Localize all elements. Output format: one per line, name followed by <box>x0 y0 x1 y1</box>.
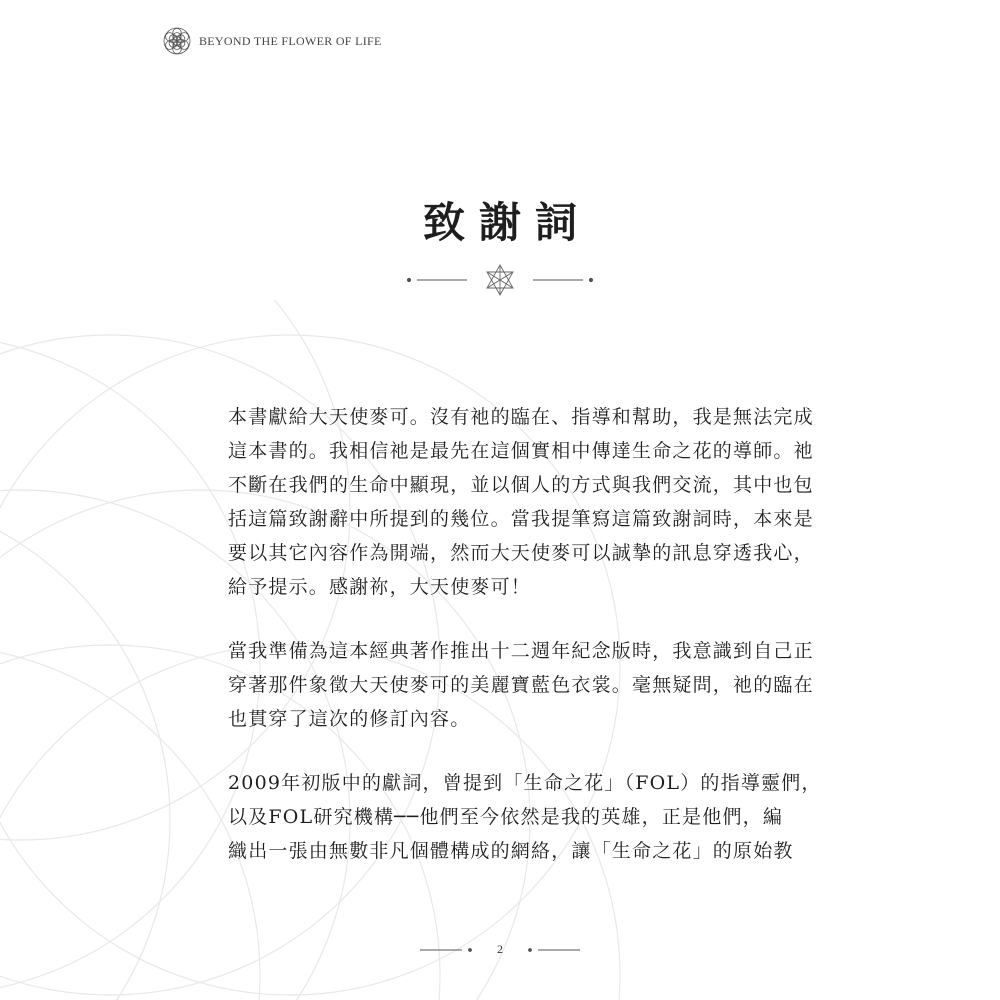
text-line: 織出一張由無數非凡個體構成的網絡，讓「生命之花」的原始教 <box>228 840 794 862</box>
merkaba-star-icon <box>487 265 513 295</box>
paragraph <box>228 400 814 604</box>
text-line: 要以其它內容作為開端，然而大天使麥可以誠摯的訊息穿透我心， <box>228 542 814 564</box>
book-title: BEYOND THE FLOWER OF LIFE <box>199 33 382 48</box>
text-line: 不斷在我們的生命中顯現，並以個人的方式與我們交流，其中也包 <box>228 474 814 496</box>
text-line: 也貫穿了這次的修訂內容。 <box>228 708 471 730</box>
title-ornament <box>395 262 605 298</box>
text-line: 當我準備為這本經典著作推出十二週年紀念版時，我意識到自己正 <box>228 640 814 662</box>
running-header <box>163 27 382 55</box>
text-line: 以及FOL研究機構──他們至今依然是我的英雄，正是他們，編 <box>228 806 784 828</box>
paragraph <box>228 766 822 868</box>
text-line: 2009年初版中的獻詞，曾提到「生命之花」（FOL）的指導靈們， <box>228 772 822 794</box>
paragraph <box>228 634 814 736</box>
text-line: 本書獻給大天使麥可。沒有祂的臨在、指導和幫助，我是無法完成 <box>228 406 814 428</box>
acknowledgement-body <box>228 400 822 898</box>
text-line: 穿著那件象徵大天使麥可的美麗寶藍色衣裳。毫無疑問，祂的臨在 <box>228 674 814 696</box>
page-title: 致謝詞 <box>422 198 591 247</box>
page-footer <box>0 938 1000 962</box>
text-line: 這本書的。我相信祂是最先在這個實相中傳達生命之花的導師。祂 <box>228 440 814 462</box>
flower-of-life-icon <box>163 27 191 55</box>
page-number: 2 <box>497 942 503 956</box>
text-line: 括這篇致謝辭中所提到的幾位。當我提筆寫這篇致謝詞時，本來是 <box>228 508 814 530</box>
text-line: 給予提示。感謝祢，大天使麥可！ <box>228 576 532 598</box>
